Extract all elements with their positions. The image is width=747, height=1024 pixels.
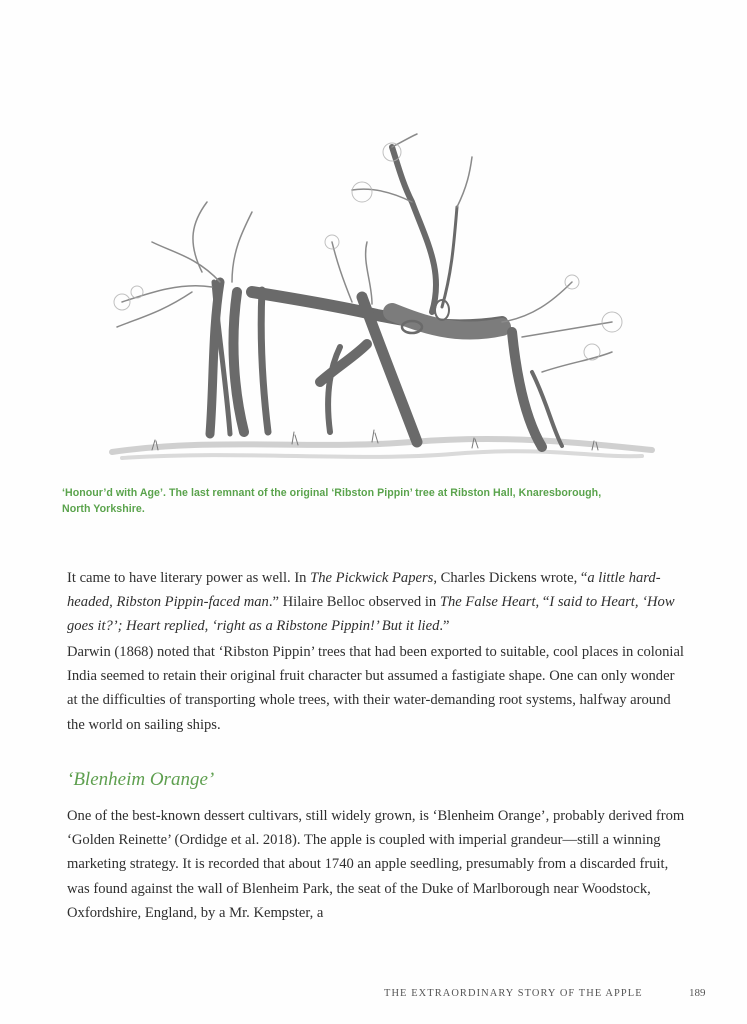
book-title-pickwick: The Pickwick Papers — [310, 570, 434, 586]
text-span: .” Hilaire Belloc observed in — [268, 594, 440, 611]
paragraph-blenheim — [67, 804, 687, 925]
paragraph-blenheim-text: One of the best-known dessert cultivars, still widely grown, is ‘Blenheim Orange’, probably derived from ‘Golden Reinette’ (Ordidge et al. 2018). The apple is coupled with imperial grandeur—still a winning marketing strategy. It is recorded that about 1740 an apple seedling, presumably from a discarded fruit, was found against the wall of Blenheim Park, the seat of the Duke of Marlborough near Woodstock, Oxfordshire, England, by a Mr. Kempster, a — [67, 808, 685, 921]
paragraph-darwin-text: Darwin (1868) noted that ‘Ribston Pippin’ trees that had been exported to suitable, cool places in colonial India seemed to retain their original fruit character but assumed a fastigiate shape. One can only wonder at the difficulties of transporting whole trees, with their water-demanding root systems, halfway around the world on sailing ships. — [67, 644, 684, 733]
paragraph-literary-power — [67, 566, 687, 639]
text-span: , Charles Dickens wrote, “ — [433, 570, 588, 586]
figure-caption: ‘Honour’d with Age’. The last remnant of the original ‘Ribston Pippin’ tree at Ribston Hall, Knaresborough, North Yorkshire. — [62, 487, 602, 515]
paragraph-darwin — [67, 640, 687, 737]
page-number: 189 — [689, 987, 706, 999]
tree-illustration — [92, 132, 672, 472]
tree-drawing-icon — [92, 132, 672, 472]
book-title-false-heart: The False Heart — [439, 594, 536, 611]
quote-belloc: I said to Heart, ‘How goes it?’; Heart replied, ‘right as a Ribstone Pippin!’ But it lied — [67, 594, 675, 635]
text-span: .” — [439, 618, 450, 635]
quote-dickens: a little hard-headed, Ribston Pippin-faced man — [67, 570, 661, 611]
text-span: It came to have literary power as well. In — [67, 570, 311, 586]
text-span: , “ — [535, 594, 550, 611]
section-heading-blenheim-orange: ‘Blenheim Orange’ — [67, 769, 215, 790]
running-footer-title: THE EXTRAORDINARY STORY OF THE APPLE — [384, 988, 643, 999]
